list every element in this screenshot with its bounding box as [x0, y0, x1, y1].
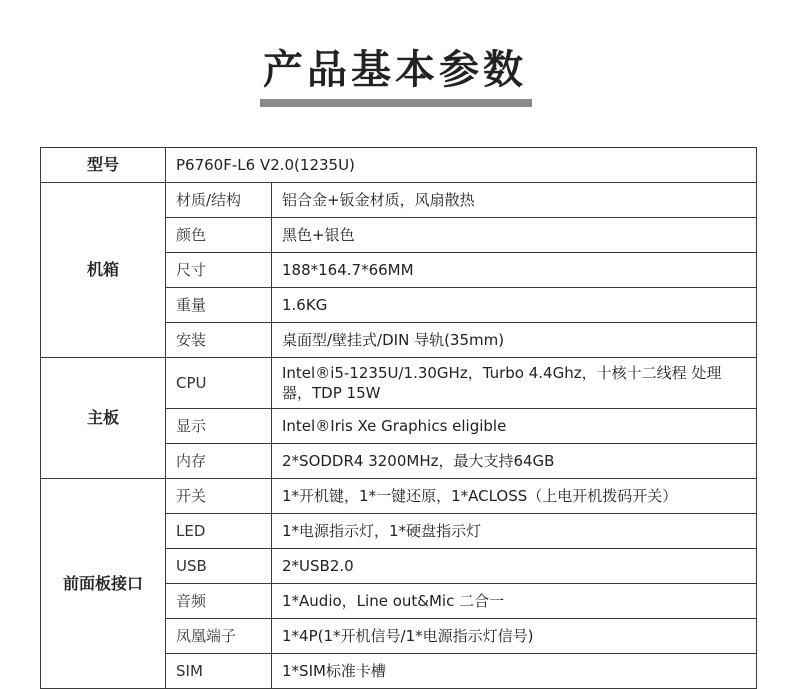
category-motherboard: 主板	[41, 358, 166, 479]
row-label: 材质/结构	[166, 183, 272, 218]
row-value: 1*Audio，Line out&Mic 二合一	[272, 584, 757, 619]
row-label: LED	[166, 514, 272, 549]
table-row	[41, 479, 757, 514]
table-row-model	[41, 148, 757, 183]
row-value: 1*4P(1*开机信号/1*电源指示灯信号)	[272, 619, 757, 654]
row-label: 显示	[166, 409, 272, 444]
row-value: 188*164.7*66MM	[272, 253, 757, 288]
category-chassis: 机箱	[41, 183, 166, 358]
row-label: 尺寸	[166, 253, 272, 288]
row-value: 1.6KG	[272, 288, 757, 323]
title-underline	[260, 99, 532, 107]
row-value: 铝合金+钣金材质，风扇散热	[272, 183, 757, 218]
page-title-wrap	[0, 38, 790, 95]
row-label: CPU	[166, 358, 272, 409]
row-value: Intel®i5-1235U/1.30GHz，Turbo 4.4Ghz，十核十二线程 处理器，TDP 15W	[272, 358, 757, 409]
row-value: 1*SIM标准卡槽	[272, 654, 757, 689]
row-label: 重量	[166, 288, 272, 323]
row-label: USB	[166, 549, 272, 584]
row-value: Intel®Iris Xe Graphics eligible	[272, 409, 757, 444]
row-value: 1*电源指示灯，1*硬盘指示灯	[272, 514, 757, 549]
row-label: 开关	[166, 479, 272, 514]
spec-table	[40, 147, 757, 689]
model-value: P6760F-L6 V2.0(1235U)	[166, 148, 757, 183]
page-title: 产品基本参数	[263, 47, 527, 93]
table-row	[41, 358, 757, 409]
row-value: 1*开机键，1*一键还原，1*ACLOSS（上电开机拨码开关）	[272, 479, 757, 514]
row-label: 凤凰端子	[166, 619, 272, 654]
category-front-panel: 前面板接口	[41, 479, 166, 689]
row-label: 颜色	[166, 218, 272, 253]
row-label: 安装	[166, 323, 272, 358]
row-value: 桌面型/壁挂式/DIN 导轨(35mm)	[272, 323, 757, 358]
row-label: SIM	[166, 654, 272, 689]
table-row	[41, 183, 757, 218]
row-value: 黑色+银色	[272, 218, 757, 253]
row-value: 2*SODDR4 3200MHz，最大支持64GB	[272, 444, 757, 479]
row-label: 音频	[166, 584, 272, 619]
model-label: 型号	[41, 148, 166, 183]
row-label: 内存	[166, 444, 272, 479]
row-value: 2*USB2.0	[272, 549, 757, 584]
